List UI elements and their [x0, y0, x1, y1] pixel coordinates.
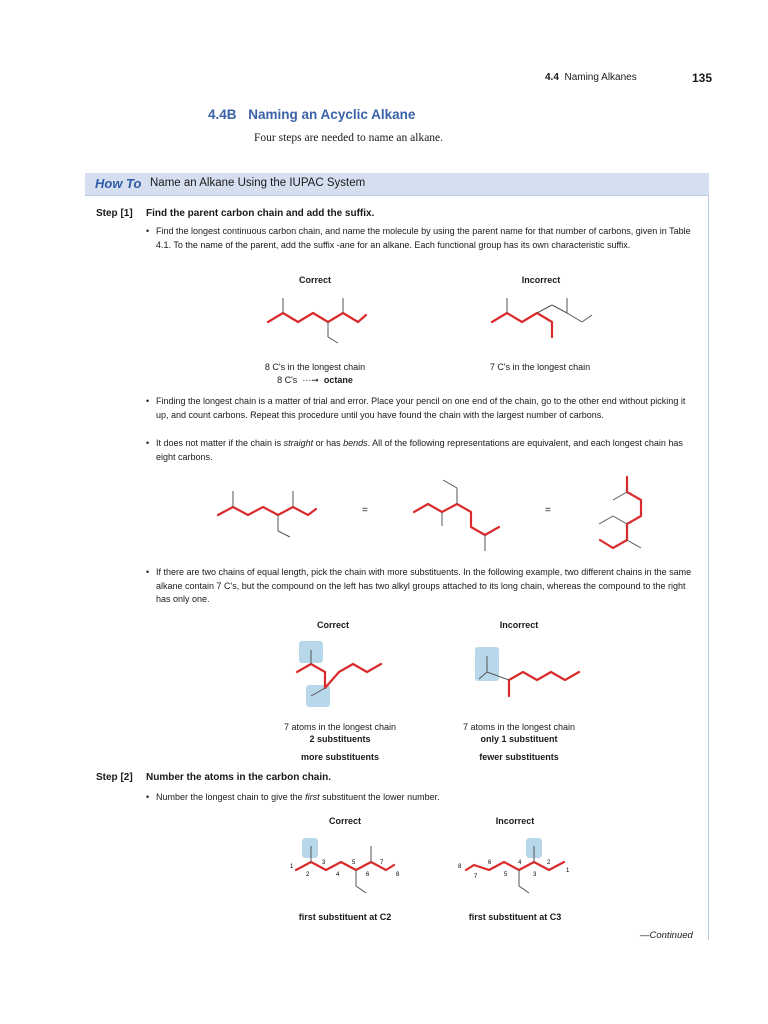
carbon-number-label: 6	[366, 872, 370, 878]
step-1-bullet-3: • It does not matter if the chain is straight or has bends. All of the following representations are equivalent, and each longest chain has eight carbons.	[146, 437, 700, 464]
page-number: 135	[692, 71, 713, 85]
arrow-icon: ···➞	[299, 375, 322, 385]
section-title: Naming an Acyclic Alkane	[248, 107, 416, 122]
carbon-number-label: 7	[380, 860, 384, 866]
step-1-bullet-4-text: If there are two chains of equal length, pick the chain with more substituents. In the following example, two different chains in the same alkane contain 7 C's, but the compound on the left has two alkyl groups attached to its long chain, whereas the compound to the right has only one.	[156, 567, 692, 604]
bullet-3-part-c: or has	[313, 438, 344, 448]
fig2-incorrect-subs: only 1 substituent	[480, 734, 558, 744]
fig1-correct-caption-2-pre: 8 C's	[277, 375, 298, 385]
fig2-incorrect-caption: 7 atoms in the longest chain	[462, 722, 576, 732]
carbon-number-label: 3	[322, 860, 326, 866]
fig3-incorrect-label: Incorrect	[495, 816, 535, 826]
continued-label: —Continued	[640, 930, 693, 941]
carbon-number-label: 3	[533, 872, 537, 878]
step-1-title: Find the parent carbon chain and add the suffix.	[146, 208, 375, 219]
fig2-incorrect-summary: fewer substituents	[479, 752, 559, 762]
equals-sign-1: =	[362, 505, 368, 516]
step-1-bullet-2: • Finding the longest chain is a matter of trial and error. Place your pencil on one end of the chain, go to the other end without picking it up, and count carbons. Repeat this procedure until you have found the chain with the largest number of carbons.	[146, 395, 700, 422]
carbon-number-label: 7	[474, 874, 478, 880]
section-intro: Four steps are needed to name an alkane.	[254, 132, 444, 144]
fig2-correct-subs: 2 substituents	[309, 734, 371, 744]
fig1-correct-label: Correct	[298, 275, 331, 285]
step-2-bullet-part-c: substituent the lower number.	[319, 792, 440, 802]
fig3-incorrect-numbers	[458, 860, 570, 880]
fig1-correct-caption-2-post: octane	[323, 375, 353, 385]
step-1-bullet-1: • Find the longest continuous carbon chain, and name the molecule by using the parent name for that number of carbons, given in Table 4.1. To the name of the parent, add the suffix -ane for an alkane. Each functional group has its own characteristic suffix.	[146, 225, 700, 252]
equals-sign-2: =	[545, 505, 551, 516]
bullet-3-part-a: It does not matter if the chain is	[156, 438, 284, 448]
fig2-correct-caption: 7 atoms in the longest chain	[283, 722, 397, 732]
running-header-section-number: 4.4	[545, 72, 559, 83]
fig3-correct-caption: first substituent at C2	[298, 912, 392, 922]
carbon-number-label: 5	[352, 860, 356, 866]
step-1-bullet-2-text: Finding the longest chain is a matter of trial and error. Place your pencil on one end of the chain, go to the other end without picking it up, and count carbons. Repeat this procedure until you have found the chain with the largest number of carbons.	[156, 396, 686, 420]
fig2-correct-label: Correct	[316, 620, 349, 630]
fig1-incorrect-label: Incorrect	[521, 275, 561, 285]
how-to-title: Name an Alkane Using the IUPAC System	[150, 177, 366, 189]
bullet-3-part-e: . All of the following representations are equivalent, and each longest chain has eight carbons.	[156, 438, 683, 462]
carbon-number-label: 8	[458, 864, 462, 870]
fig2-incorrect-label: Incorrect	[499, 620, 539, 630]
step-2-title: Number the atoms in the carbon chain.	[146, 772, 332, 783]
carbon-number-label: 1	[290, 864, 294, 870]
carbon-number-label: 2	[547, 860, 551, 866]
step-1-bullet-1-text: Find the longest continuous carbon chain, and name the molecule by using the parent name for that number of carbons, given in Table 4.1. To the name of the parent, add the suffix -ane for an alkane. Each functional group has its own characteristic suffix.	[156, 226, 691, 250]
how-to-label: How To	[95, 176, 142, 191]
running-header-section-title: Naming Alkanes	[564, 72, 637, 83]
carbon-number-label: 1	[566, 868, 570, 874]
carbon-number-label: 5	[504, 872, 508, 878]
section-number: 4.4B	[208, 107, 237, 122]
carbon-number-label: 4	[518, 860, 522, 866]
step-2-bullet-1: • Number the longest chain to give the first substituent the lower number.	[146, 791, 700, 805]
bullet-3-part-b: straight	[283, 438, 314, 448]
bullet-3-part-d: bends	[343, 438, 368, 448]
step-2-bullet-part-a: Number the longest chain to give the	[156, 792, 306, 802]
fig1-incorrect-caption: 7 C's in the longest chain	[489, 362, 591, 372]
carbon-number-label: 8	[396, 872, 400, 878]
step-1-label: Step [1]	[96, 208, 133, 219]
step-2-label: Step [2]	[96, 772, 133, 783]
fig3-correct-label: Correct	[328, 816, 361, 826]
carbon-number-label: 4	[336, 872, 340, 878]
step-2-bullet-part-b: first	[305, 792, 320, 802]
carbon-number-label: 2	[306, 872, 310, 878]
c2-substituent-highlight	[302, 838, 318, 858]
fig1-correct-caption: 8 C's in the longest chain	[264, 362, 366, 372]
fig3-incorrect-caption: first substituent at C3	[468, 912, 562, 922]
carbon-number-label: 6	[488, 860, 492, 866]
step-1-bullet-4: • If there are two chains of equal length, pick the chain with more substituents. In the following example, two different chains in the same alkane contain 7 C's, but the compound on the left has two alkyl groups attached to its long chain, whereas the compound to the right has only one.	[146, 566, 700, 607]
fig2-correct-summary: more substituents	[300, 752, 379, 762]
